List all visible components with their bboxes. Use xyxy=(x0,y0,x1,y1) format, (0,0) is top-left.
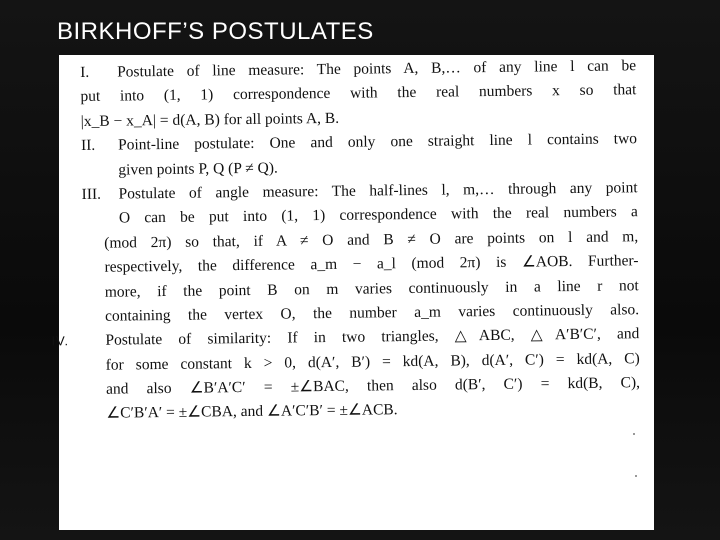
postulate-number: III. xyxy=(81,185,102,203)
postulate-text: and also ∠B′A′C′ = ±∠BAC, then also d(B′, C′) = kd(B, C), xyxy=(105,374,641,398)
postulate-text: given points P, Q (P ≠ Q). xyxy=(118,159,278,179)
postulate-text: for some constant k > 0, d(A′, B′) = kd(A, B), d(A′, C′) = kd(A, C) xyxy=(105,349,640,374)
scan-speck xyxy=(633,433,635,435)
postulate-text: containing the vertex O, the number a_m varies continuously also. xyxy=(105,301,640,325)
postulate-text: more, if the point B on m varies continuously in a line r not xyxy=(104,276,639,301)
postulate-text: (mod 2π) so that, if A ≠ O and B ≠ O are points on l and m, xyxy=(104,227,639,252)
postulate-text: Point-line postulate: One and only one straight line l contains two xyxy=(117,130,638,154)
postulate-text: O can be put into (1, 1) correspondence with the real numbers a xyxy=(118,203,638,227)
postulate-number: II. xyxy=(80,136,96,155)
postulate-number: IV. xyxy=(51,333,70,349)
scan-speck xyxy=(635,475,637,477)
postulate-number: I. xyxy=(80,63,90,81)
postulate-text: respectively, the difference a_m − a_l (mod 2π) is ∠AOB. Further- xyxy=(104,252,639,276)
postulate-text: put into (1, 1) correspondence with the real numbers x so that xyxy=(80,81,637,106)
postulate-text: |x_B − x_A| = d(A, B) for all points A, B. xyxy=(80,109,340,130)
postulate-text: ∠C′B′A′ = ±∠CBA, and ∠A′C′B′ = ±∠ACB. xyxy=(106,401,398,423)
postulate-text: Postulate of similarity: If in two triangles, △ABC, △A′B′C′, and xyxy=(105,325,640,350)
postulate-text: Postulate of angle measure: The half-lines l, m,… through any point xyxy=(118,179,638,203)
postulate-text: Postulate of line measure: The points A, B,… of any line l can be xyxy=(117,57,637,81)
scanned-page xyxy=(51,55,654,530)
slide-title: BIRKHOFF’S POSTULATES xyxy=(57,18,374,45)
postulates-text xyxy=(51,54,641,427)
